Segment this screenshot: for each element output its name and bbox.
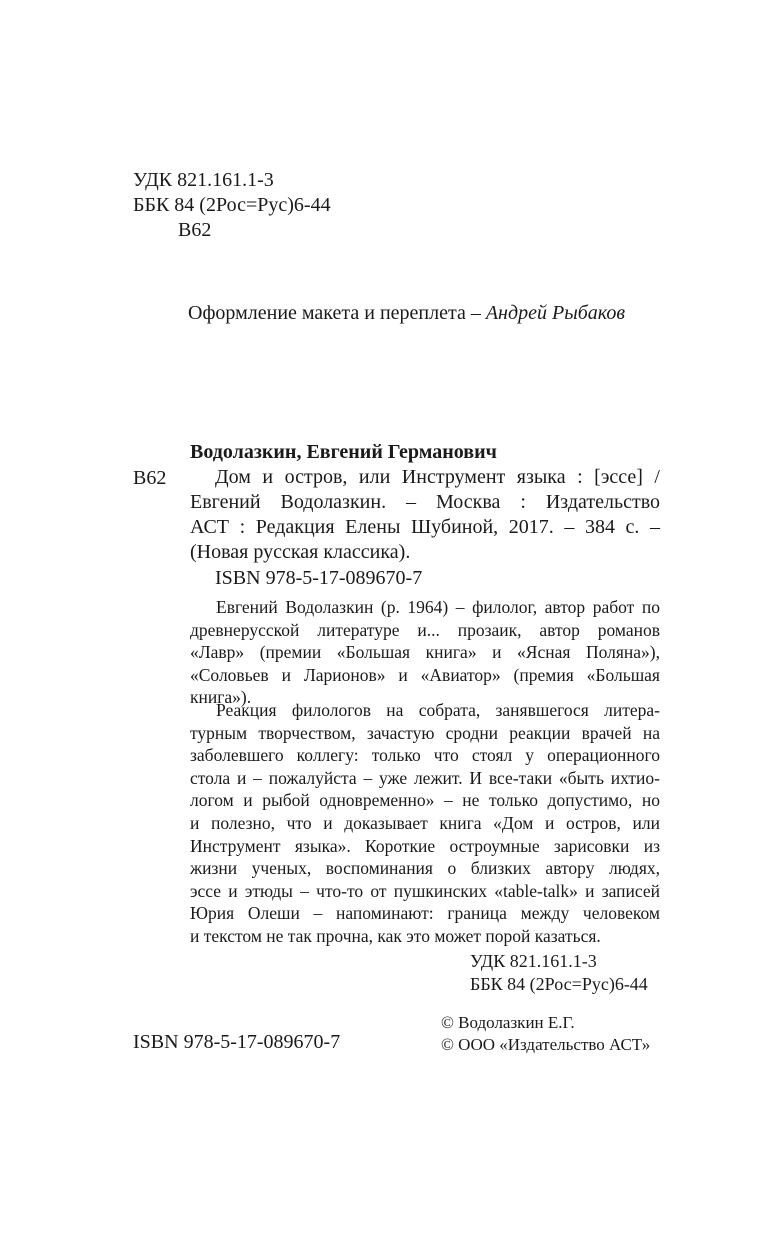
author-heading: Водолазкин, Евгений Германович <box>190 441 497 463</box>
description-line: АСТ : Редакция Елены Шубиной, 2017. – 384 с. – <box>190 516 660 538</box>
annotation-line: стола и – пожалуйста – уже лежит. И все-таки «быть ихтио- <box>190 767 660 788</box>
bbk-code-bottom: ББК 84 (2Рос=Рус)6-44 <box>470 974 648 994</box>
annotation-line: турным творчеством, зачастую сродни реакции врачей на <box>190 722 660 743</box>
design-credit <box>188 301 625 325</box>
annotation-line: «Соловьев и Ларионов» и «Авиатор» (премия «Большая <box>190 664 660 685</box>
copyright-author: © Водолазкин Е.Г. <box>441 1013 575 1032</box>
bibliographic-description-cont <box>190 490 660 564</box>
annotation-line: Инструмент языка». Короткие остроумные зарисовки из <box>190 835 660 856</box>
design-credit-text: Оформление макета и переплета – <box>188 302 486 324</box>
bbk-code-top: ББК 84 (2Рос=Рус)6-44 <box>133 194 331 216</box>
description-line: Евгений Водолазкин. – Москва : Издательство <box>190 491 660 513</box>
annotation-line: книга»). <box>190 687 252 708</box>
description-line: Дом и остров, или Инструмент языка : [эссе] / <box>215 466 660 488</box>
copyright-publisher: © ООО «Издательство АСТ» <box>441 1035 651 1054</box>
annotation-line: заболевшего коллегу: только что стоял у операционного <box>190 745 660 766</box>
annotation-line: эссе и этюды – что-то от пушкинских «table-talk» и записей <box>190 880 660 901</box>
annotation-line: логом и рыбой одновременно» – не только допустимо, но <box>190 790 660 811</box>
isbn-record: ISBN 978-5-17-089670-7 <box>215 567 423 589</box>
bibliographic-description <box>215 465 660 489</box>
annotation-line: Реакция филологов на собрата, занявшегося литера- <box>216 700 660 720</box>
description-line: (Новая русская классика). <box>190 541 411 563</box>
annotation-paragraph-2 <box>190 699 660 948</box>
author-sign-record: В62 <box>133 467 167 489</box>
isbn-bottom: ISBN 978-5-17-089670-7 <box>133 1031 341 1053</box>
annotation-line: жизни ученых, воспоминания о близких автору людях, <box>190 858 660 879</box>
annotation-line: и полезно, что и доказывает книга «Дом и остров, или <box>190 812 660 833</box>
annotation-line: Юрия Олеши – напоминают: граница между человеком <box>190 903 660 924</box>
udk-code-bottom: УДК 821.161.1-3 <box>470 951 597 971</box>
udk-code-top: УДК 821.161.1-3 <box>133 169 274 191</box>
designer-name: Андрей Рыбаков <box>485 302 626 324</box>
annotation-line: Евгений Водолазкин (р. 1964) – филолог, автор работ по <box>216 597 660 617</box>
annotation-line: «Лавр» (премии «Большая книга» и «Ясная Поляна»), <box>190 642 660 663</box>
annotation-line: и текстом не так прочна, как это может порой казаться. <box>190 925 601 946</box>
annotation-paragraph-1 <box>190 596 660 709</box>
author-sign-top: В62 <box>178 219 212 241</box>
annotation-line: древнерусской литературе и... прозаик, автор романов <box>190 619 660 640</box>
